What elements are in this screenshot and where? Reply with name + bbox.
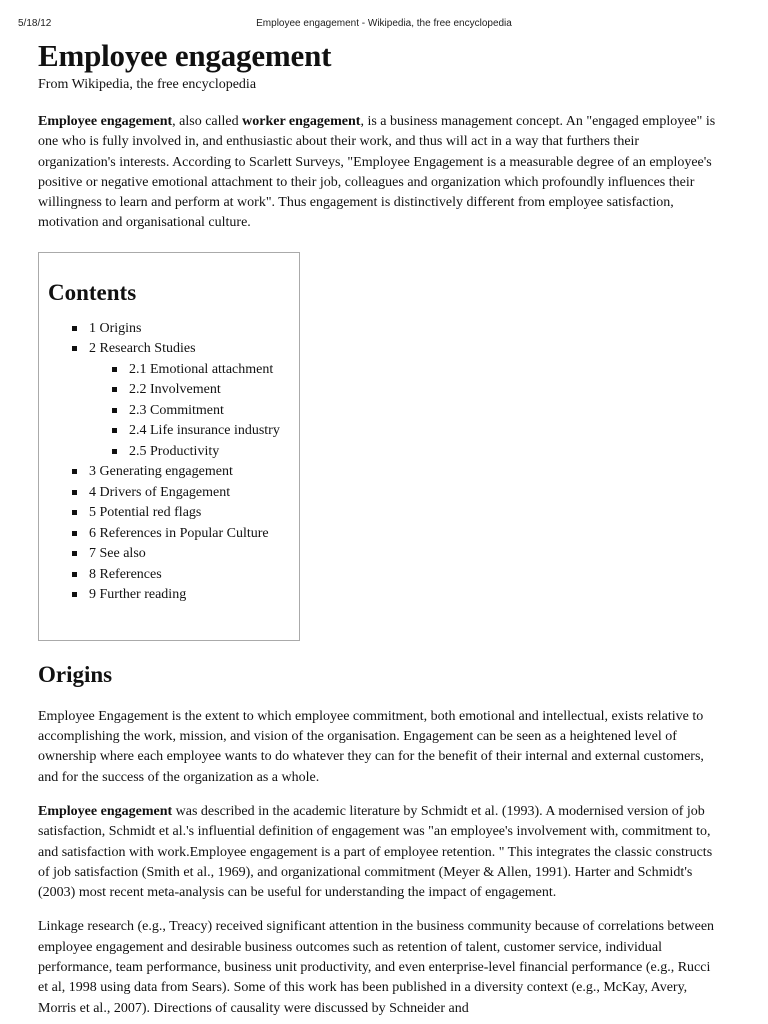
bullet-icon bbox=[72, 490, 77, 495]
toc-item-references[interactable] bbox=[48, 565, 299, 586]
bullet-icon bbox=[72, 469, 77, 474]
origins-paragraph-2 bbox=[38, 802, 718, 903]
origins-paragraph-1: Employee Engagement is the extent to which employee commitment, both emotional and intellectual, exists relative to accomplishing the work, mission, and vision of the organisation. Engagement can be seen as a heightened level of ownership where each employee wants to do whatever they can for the benefit of their internal and external customers, and for the success of the organization as a whole. bbox=[38, 708, 704, 785]
page-title: Employee engagement bbox=[38, 38, 332, 73]
toc-subitem-label: 2.3 Commitment bbox=[129, 402, 224, 418]
intro-term-worker-engagement: worker engagement bbox=[242, 114, 361, 129]
toc-subitem-involvement[interactable] bbox=[48, 380, 299, 401]
toc-item-label: 4 Drivers of Engagement bbox=[89, 484, 231, 500]
toc-item-further-reading[interactable] bbox=[48, 585, 299, 606]
bullet-icon bbox=[72, 510, 77, 515]
toc-item-generating-engagement[interactable] bbox=[48, 462, 299, 483]
bullet-icon bbox=[72, 551, 77, 556]
toc-item-label: 7 See also bbox=[89, 546, 146, 562]
toc-item-label: 2 Research Studies bbox=[89, 341, 196, 357]
bullet-icon bbox=[112, 428, 117, 433]
toc-item-label: 1 Origins bbox=[89, 320, 142, 336]
toc-item-label: 3 Generating engagement bbox=[89, 464, 233, 480]
toc-item-see-also[interactable] bbox=[48, 544, 299, 565]
toc-item-label: 9 Further reading bbox=[89, 587, 187, 603]
intro-text-2: , is a business management concept. An "engaged employee" is one who is fully involved in, and enthusiastic about their work, and thus will act in a way that furthers their organization's interests. According to Scarlett Surveys, "Employee Engagement is a measurable degree of an employee's positive or negative emotional attachment to their job, colleagues and organization which profoundly influences their willingness to learn and perform at work". Thus engagement is distinctively different from employee satisfaction, motivation and organisational culture. bbox=[38, 114, 716, 231]
bullet-icon bbox=[112, 408, 117, 413]
bullet-icon bbox=[112, 449, 117, 454]
intro-term-employee-engagement: Employee engagement bbox=[38, 114, 173, 129]
toc-list bbox=[48, 319, 299, 606]
bullet-icon bbox=[72, 592, 77, 597]
origins-term-employee-engagement: Employee engagement bbox=[38, 803, 173, 819]
section-heading-origins: Origins bbox=[38, 661, 113, 687]
toc-subitem-emotional-attachment[interactable] bbox=[48, 360, 299, 381]
toc-item-label: 8 References bbox=[89, 566, 162, 582]
bullet-icon bbox=[72, 326, 77, 331]
toc-subitem-label: 2.1 Emotional attachment bbox=[129, 361, 274, 377]
toc-subitem-label: 2.4 Life insurance industry bbox=[129, 423, 280, 439]
toc-subitem-productivity[interactable] bbox=[48, 442, 299, 463]
bullet-icon bbox=[72, 346, 77, 351]
print-date: 5/18/12 bbox=[18, 18, 52, 29]
bullet-icon bbox=[112, 367, 117, 372]
toc-item-label: 5 Potential red flags bbox=[89, 505, 202, 521]
toc-item-origins[interactable] bbox=[48, 319, 299, 340]
origins-paragraph-2-text: was described in the academic literature by Schmidt et al. (1993). A modernised version of job satisfaction, Schmidt et al.'s influential definition of engagement was "an employee's involvement with, commitment to, and satisfaction with work.Employee engagement is a part of employee retention. " This integrates the classic constructs of job satisfaction (Smith et al., 1969), and organizational commitment (Meyer & Allen, 1991). Harter and Schmidt's (2003) most recent meta-analysis can be useful for understanding the impact of engagement. bbox=[38, 803, 713, 901]
bullet-icon bbox=[72, 531, 77, 536]
bullet-icon bbox=[72, 572, 77, 577]
toc-subitem-label: 2.2 Involvement bbox=[129, 382, 221, 398]
toc-item-research-studies[interactable] bbox=[48, 339, 299, 360]
toc-item-references-in-popular-culture[interactable] bbox=[48, 524, 299, 545]
article-content bbox=[38, 38, 718, 1019]
origins-paragraph-3: Linkage research (e.g., Treacy) received significant attention in the business community because of correlations between employee engagement and desirable business outcomes such as retention of talent, customer service, individual performance, team performance, business unit productivity, and even enterprise-level financial performance (e.g., Rucci et al, 1998 using data from Sears). Some of this work has been published in a diversity context (e.g., McKay, Avery, Morris et al., 2007). Directions of causality were discussed by Schneider and bbox=[38, 919, 715, 1016]
table-of-contents bbox=[38, 252, 300, 641]
intro-paragraph bbox=[38, 112, 718, 234]
toc-subitem-life-insurance-industry[interactable] bbox=[48, 421, 299, 442]
toc-heading: Contents bbox=[48, 279, 137, 305]
toc-item-label: 6 References in Popular Culture bbox=[89, 525, 269, 541]
bullet-icon bbox=[112, 387, 117, 392]
print-page-title: Employee engagement - Wikipedia, the free encyclopedia bbox=[256, 18, 512, 29]
print-header bbox=[18, 18, 750, 32]
toc-item-potential-red-flags[interactable] bbox=[48, 503, 299, 524]
toc-subitem-commitment[interactable] bbox=[48, 401, 299, 422]
toc-item-drivers-of-engagement[interactable] bbox=[48, 483, 299, 504]
toc-subitem-label: 2.5 Productivity bbox=[129, 443, 220, 459]
intro-text-1: , also called bbox=[172, 114, 243, 129]
page-tagline: From Wikipedia, the free encyclopedia bbox=[38, 77, 257, 92]
